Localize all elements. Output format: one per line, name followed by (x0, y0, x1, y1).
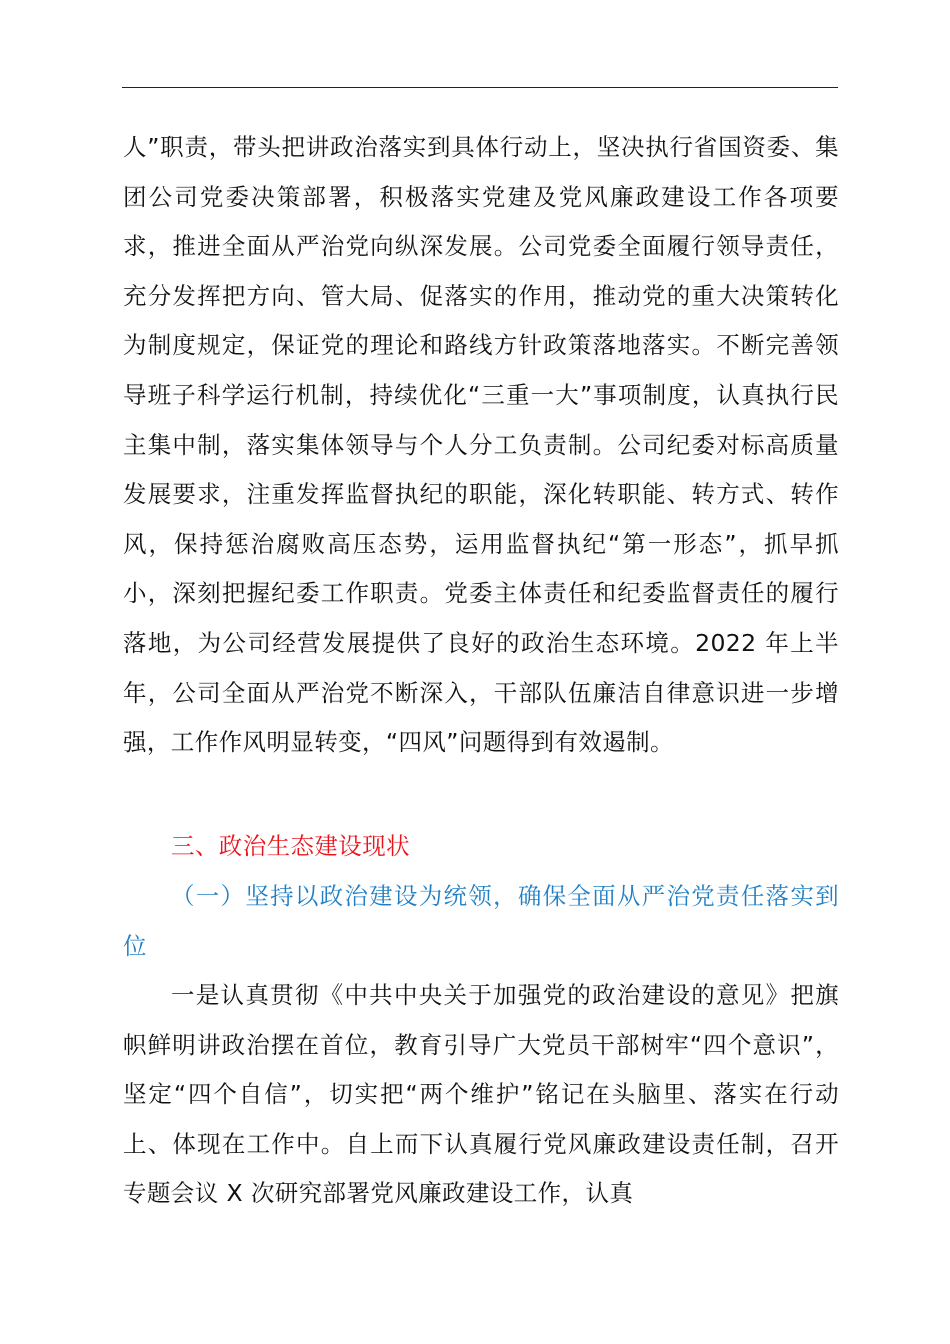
paragraph-body: 一是认真贯彻《中共中央关于加强党的政治建设的意见》把旗帜鲜明讲政治摆在首位，教育引导广大党员干部树牢“四个意识”，坚定“四个自信”，切实把“两个维护”铭记在头脑里、落实在行动上、体现在工作中。自上而下认真履行党风廉政建设责任制，召开专题会议 X 次研究部署党风廉政建设工作，认真 (123, 981, 839, 1208)
header-rule (122, 87, 838, 88)
paragraph-continuation: 人”职责，带头把讲政治落实到具体行动上，坚决执行省国资委、集团公司党委决策部署，积极落实党建及党风廉政建设工作各项要求，推进全面从严治党向纵深发展。公司党委全面履行领导责任，充分发挥把方向、管大局、促落实的作用，推动党的重大决策转化为制度规定，保证党的理论和路线方针政策落地落实。不断完善领导班子科学运行机制，持续优化“三重一大”事项制度，认真执行民主集中制，落实集体领导与个人分工负责制。公司纪委对标高质量发展要求，注重发挥监督执纪的职能，深化转职能、转方式、转作风，保持惩治腐败高压态势，运用监督执纪“第一形态”，抓早抓小，深刻把握纪委工作职责。党委主体责任和纪委监督责任的履行落地，为公司经营发展提供了良好的政治生态环境。2022 年上半年，公司全面从严治党不断深入，干部队伍廉洁自律意识进一步增强，工作作风明显转变，“四风”问题得到有效遏制。 (123, 133, 839, 757)
subsection-heading: （一）坚持以政治建设为统领，确保全面从严治党责任落实到位 (123, 882, 839, 960)
section-heading: 三、政治生态建设现状 (171, 832, 410, 860)
